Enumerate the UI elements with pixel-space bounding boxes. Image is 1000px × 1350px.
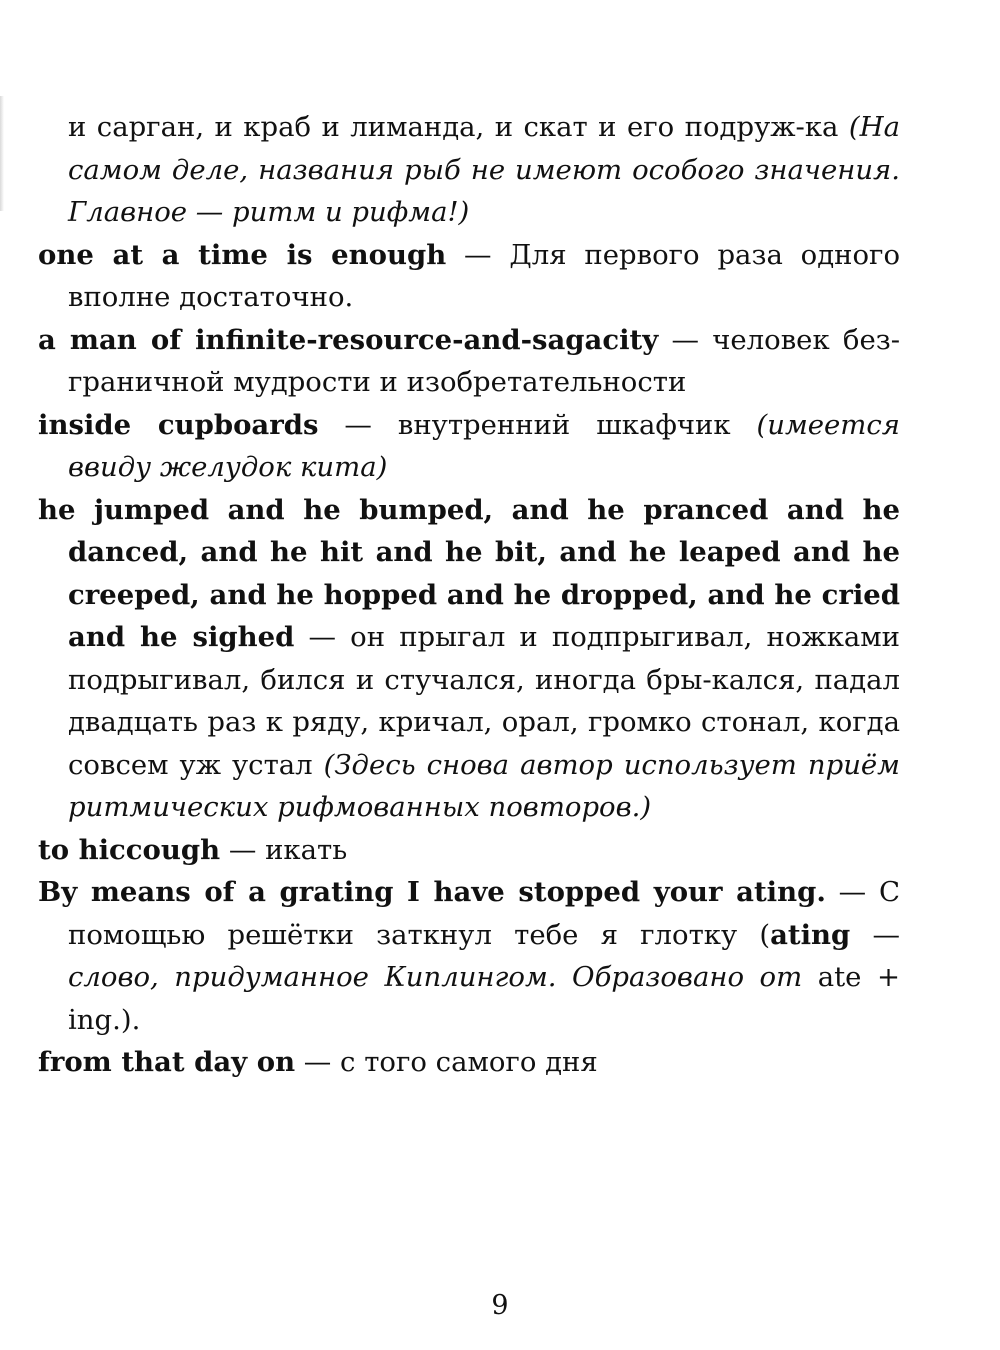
glossary-entry-continuation xyxy=(38,106,900,234)
entry-gloss: он прыгал и подпрыгивал, ножками подрыгивал, бился и стучался, иногда бры-кался, падал двадцать раз к ряду, кричал, орал, громко стонал, когда совсем уж устал xyxy=(68,621,901,781)
glossary-entry xyxy=(38,404,900,489)
entry-gloss: внутренний шкафчик xyxy=(397,408,757,441)
entry-note: (имеется ввиду желудок кита) xyxy=(68,408,900,483)
entry-dash: — xyxy=(294,621,351,653)
entry-gloss: человек без-граничной мудрости и изобретательности xyxy=(68,323,901,398)
entry-gloss-term: ating xyxy=(770,918,851,951)
entry-gloss-dash: — xyxy=(850,918,900,951)
entry-gloss: Для первого раза одного вполне достаточно. xyxy=(68,238,901,313)
page-number: 9 xyxy=(491,1290,509,1321)
entry-term: from that day on xyxy=(38,1046,296,1078)
entry-note: (На самом деле, названия рыб не имеют особого значения. Главное — ритм и рифма!) xyxy=(68,111,900,228)
entry-dash: — xyxy=(220,833,266,866)
entry-dash: — xyxy=(825,876,879,908)
entry-dash: — xyxy=(446,238,510,271)
entry-gloss: С помощью решётки заткнул тебе я глотку ( xyxy=(68,876,901,951)
entry-term: one at a time is enough xyxy=(38,238,447,271)
entry-dash: — xyxy=(318,408,398,441)
entry-note: (Здесь снова автор использует приём ритмических рифмованных повторов.) xyxy=(68,748,900,823)
entry-gloss: с того самого дня xyxy=(340,1046,598,1078)
page-binding-shadow xyxy=(0,96,4,211)
glossary-entry xyxy=(38,489,900,829)
glossary-entry xyxy=(38,829,900,872)
entry-gloss: икать xyxy=(265,833,348,866)
entry-dash: — xyxy=(658,323,713,356)
glossary-entry xyxy=(38,1041,900,1084)
entry-note: слово, придуманное Киплингом. Образовано от xyxy=(68,961,803,993)
entry-term: By means of a grating I have stopped your ating. xyxy=(38,876,826,908)
glossary-entry xyxy=(38,234,900,319)
entry-term: he jumped and he bumped, and he pranced and he danced, and he hit and he bit, and he leaped and he creeped, and he hopped and he dropped, and he cried and he sighed xyxy=(38,493,900,653)
entry-term: inside cupboards xyxy=(38,408,319,441)
glossary-entry xyxy=(38,871,900,1041)
glossary-entry xyxy=(38,319,900,404)
entry-dash: — xyxy=(295,1046,341,1078)
entry-tail: ate + ing.). xyxy=(68,961,900,1036)
entry-gloss: и сарган, и краб и лиманда, и скат и его подруж-ка xyxy=(68,111,849,143)
glossary-list xyxy=(38,106,900,1084)
entry-term: a man of infinite-resource-and-sagacity xyxy=(38,323,659,356)
entry-term: to hiccough xyxy=(38,833,221,866)
